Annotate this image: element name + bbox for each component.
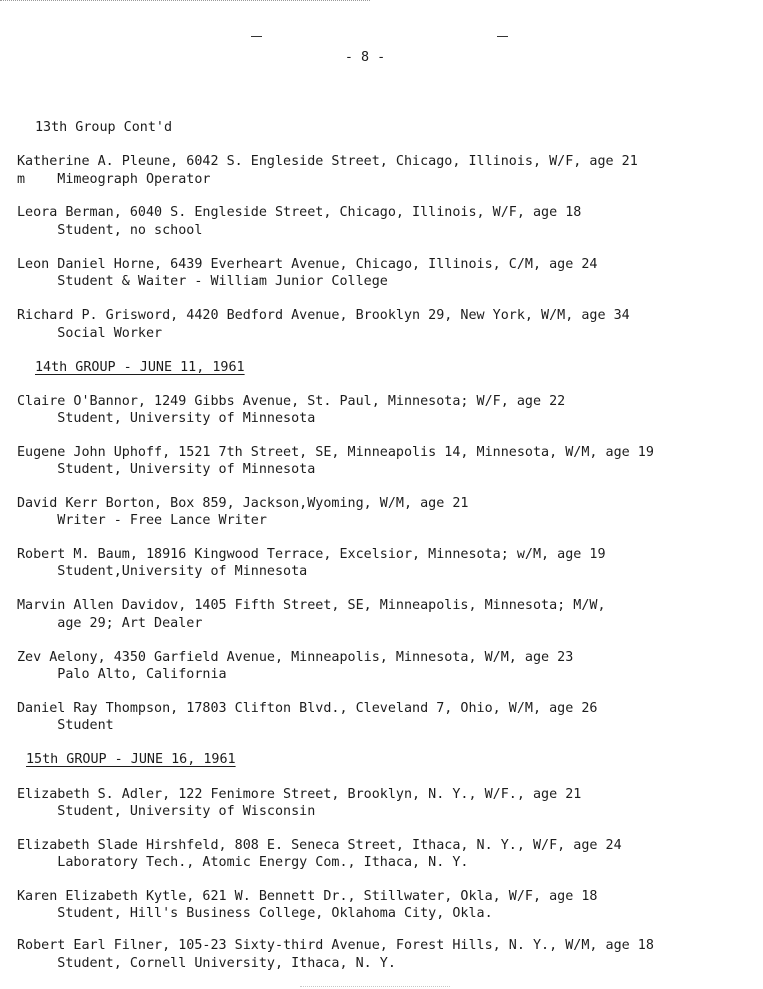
section-heading-14th-group: 14th GROUP - JUNE 11, 1961 (35, 360, 245, 375)
entry-line-2: Student, University of Minnesota (17, 411, 316, 426)
entry-line-2: Student, Hill's Business College, Oklahoma City, Okla. (17, 906, 493, 921)
entry-line-2: Student & Waiter - William Junior College (17, 274, 388, 289)
entry-line-2: Palo Alto, California (17, 667, 227, 682)
entry-line-1: Robert M. Baum, 18916 Kingwood Terrace, Excelsior, Minnesota; w/M, age 19 (17, 547, 606, 562)
entry-line-1: Richard P. Grisword, 4420 Bedford Avenue, Brooklyn 29, New York, W/M, age 34 (17, 308, 630, 323)
entry-line-1: Daniel Ray Thompson, 17803 Clifton Blvd., Cleveland 7, Ohio, W/M, age 26 (17, 701, 598, 716)
entry-line-2: age 29; Art Dealer (17, 616, 203, 631)
section-heading-15th-group: 15th GROUP - JUNE 16, 1961 (26, 752, 236, 767)
entry-line-2: Social Worker (17, 326, 163, 341)
entry-line-2: m Mimeograph Operator (17, 172, 211, 187)
entry-line-1: Elizabeth Slade Hirshfeld, 808 E. Seneca Street, Ithaca, N. Y., W/F, age 24 (17, 838, 622, 853)
entry-line-1: Claire O'Bannor, 1249 Gibbs Avenue, St. Paul, Minnesota; W/F, age 22 (17, 394, 566, 409)
entry-line-2: Student, University of Wisconsin (17, 804, 316, 819)
entry-line-2: Writer - Free Lance Writer (17, 513, 267, 528)
entry-line-1: Zev Aelony, 4350 Garfield Avenue, Minneapolis, Minnesota, W/M, age 23 (17, 650, 574, 665)
entry-line-2: Student (17, 718, 114, 733)
entry-line-2: Student, no school (17, 223, 203, 238)
bottom-dotted-rule (300, 986, 450, 987)
entry-line-1: Leon Daniel Horne, 6439 Everheart Avenue, Chicago, Illinois, C/M, age 24 (17, 257, 598, 272)
entry-line-1: Robert Earl Filner, 105-23 Sixty-third Avenue, Forest Hills, N. Y., W/M, age 18 (17, 938, 654, 953)
entry-line-2: Student, Cornell University, Ithaca, N. Y. (17, 956, 396, 971)
entry-line-1: Marvin Allen Davidov, 1405 Fifth Street, SE, Minneapolis, Minnesota; M/W, (17, 598, 606, 613)
scan-mark-left (251, 36, 262, 37)
entry-line-1: Elizabeth S. Adler, 122 Fenimore Street, Brooklyn, N. Y., W/F., age 21 (17, 787, 582, 802)
section-heading-13th-group: 13th Group Cont'd (35, 120, 173, 135)
page-number: - 8 - (344, 50, 386, 65)
entry-line-1: Leora Berman, 6040 S. Engleside Street, Chicago, Illinois, W/F, age 18 (17, 205, 582, 220)
entry-line-1: David Kerr Borton, Box 859, Jackson,Wyoming, W/M, age 21 (17, 496, 469, 511)
entry-line-2: Student,University of Minnesota (17, 564, 308, 579)
scan-mark-right (497, 36, 508, 37)
entry-line-2: Student, University of Minnesota (17, 462, 316, 477)
entry-line-1: Katherine A. Pleune, 6042 S. Engleside Street, Chicago, Illinois, W/F, age 21 (17, 154, 638, 169)
top-dotted-rule (0, 0, 370, 1)
entry-line-1: Karen Elizabeth Kytle, 621 W. Bennett Dr., Stillwater, Okla, W/F, age 18 (17, 889, 598, 904)
entry-line-1: Eugene John Uphoff, 1521 7th Street, SE, Minneapolis 14, Minnesota, W/M, age 19 (17, 445, 654, 460)
entry-line-2: Laboratory Tech., Atomic Energy Com., Ithaca, N. Y. (17, 855, 469, 870)
